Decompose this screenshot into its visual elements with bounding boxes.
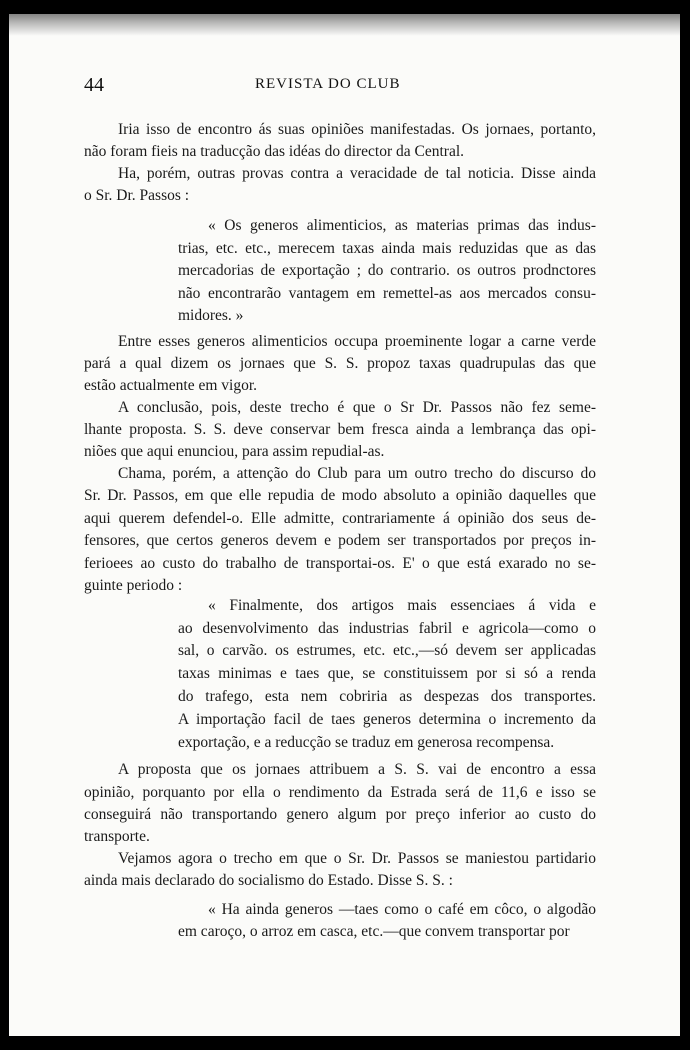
paragraph-line: A proposta que os jornaes attribuem a S. S. vai de encontro a essa	[118, 761, 596, 778]
quote-line: « Ha ainda generos —taes como o café em côco, o algodão	[208, 901, 596, 918]
paragraph-line: pará a qual dizem os jornaes que S. S. propoz taxas quadrupulas das que	[84, 355, 596, 372]
paragraph-line: estão actualmente em vigor.	[84, 377, 258, 394]
paragraph-line: opinião, porquanto por ella o rendimento da Estrada será de 11,6 e isso se	[84, 784, 596, 801]
quote-line: em caroço, o arroz em casca, etc.—que convem transportar por	[178, 923, 570, 940]
quote-line: « Finalmente, dos artigos mais essenciaes á vida e	[208, 597, 596, 614]
page-number: 44	[84, 74, 104, 96]
quote-line: taxas minimas e taes que, se constituissem por si só a renda	[178, 665, 596, 682]
paragraph-line: niões que aqui enunciou, para assim repudial-as.	[84, 443, 385, 460]
quote-line: midores. »	[178, 307, 244, 324]
running-title: REVISTA DO CLUB	[255, 76, 401, 92]
paragraph-line: Ha, porém, outras provas contra a veracidade de tal noticia. Disse ainda	[118, 165, 596, 182]
paragraph-line: Chama, porém, a attenção do Club para um outro trecho do discurso do	[118, 465, 596, 482]
paragraph-line: Iria isso de encontro ás suas opiniões manifestadas. Os jornaes, portanto,	[118, 121, 596, 138]
paragraph-line: aqui querem defendel-o. Elle admitte, contrariamente á opinião dos seus de-	[84, 510, 596, 527]
paragraph-line: Entre esses generos alimenticios occupa proeminente logar a carne verde	[118, 333, 596, 350]
paragraph-line: ainda mais declarado do socialismo do Estado. Disse S. S. :	[84, 872, 453, 889]
quote-line: não encontrarão vantagem em remettel-as aos mercados consu-	[178, 285, 596, 302]
paragraph-line: fensores, que certos generos devem e podem ser transportados por preços in-	[84, 532, 596, 549]
paragraph-line: Vejamos agora o trecho em que o Sr. Dr. Passos se maniestou partidario	[118, 850, 596, 867]
quote-line: mercadorias de exportação ; do contrario. os outros prodnctores	[178, 262, 596, 279]
paragraph-line: lhante proposta. S. S. deve conservar bem fresca ainda a lembrança das opi-	[84, 421, 596, 438]
quote-line: trias, etc. etc., merecem taxas ainda mais reduzidas que as das	[178, 240, 596, 257]
paragraph-line: o Sr. Dr. Passos :	[84, 187, 190, 204]
quote-line: do trafego, esta nem cobriria as despezas dos transportes.	[178, 688, 596, 705]
paragraph-line: Sr. Dr. Passos, em que elle repudia de modo absoluto a opinião daquelles que	[84, 487, 596, 504]
paragraph-line: transporte.	[84, 828, 150, 845]
quote-line: sal, o carvão. os estrumes, etc. etc.,—só devem ser applicadas	[178, 642, 596, 659]
quote-line: exportação, e a reducção se traduz em generosa recompensa.	[178, 734, 555, 751]
quote-line: A importação facil de taes generos determina o incremento da	[178, 711, 596, 728]
paragraph-line: conseguirá não transportando genero algum por preço inferior ao custo do	[84, 806, 596, 823]
quote-line: ao desenvolvimento das industrias fabril e agricola—como o	[178, 620, 596, 637]
paragraph-line: não foram fieis na traducção das idéas do director da Central.	[84, 143, 465, 160]
paragraph-line: guinte periodo :	[84, 577, 183, 594]
paragraph-line: A conclusão, pois, deste trecho é que o Sr Dr. Passos não fez seme-	[118, 399, 596, 416]
quote-line: « Os generos alimenticios, as materias primas das indus-	[208, 217, 596, 234]
paragraph-line: ferioees ao custo do trabalho de transportai-os. E' o que está exarado no se-	[84, 555, 596, 572]
scan-edge-shadow	[9, 14, 680, 36]
